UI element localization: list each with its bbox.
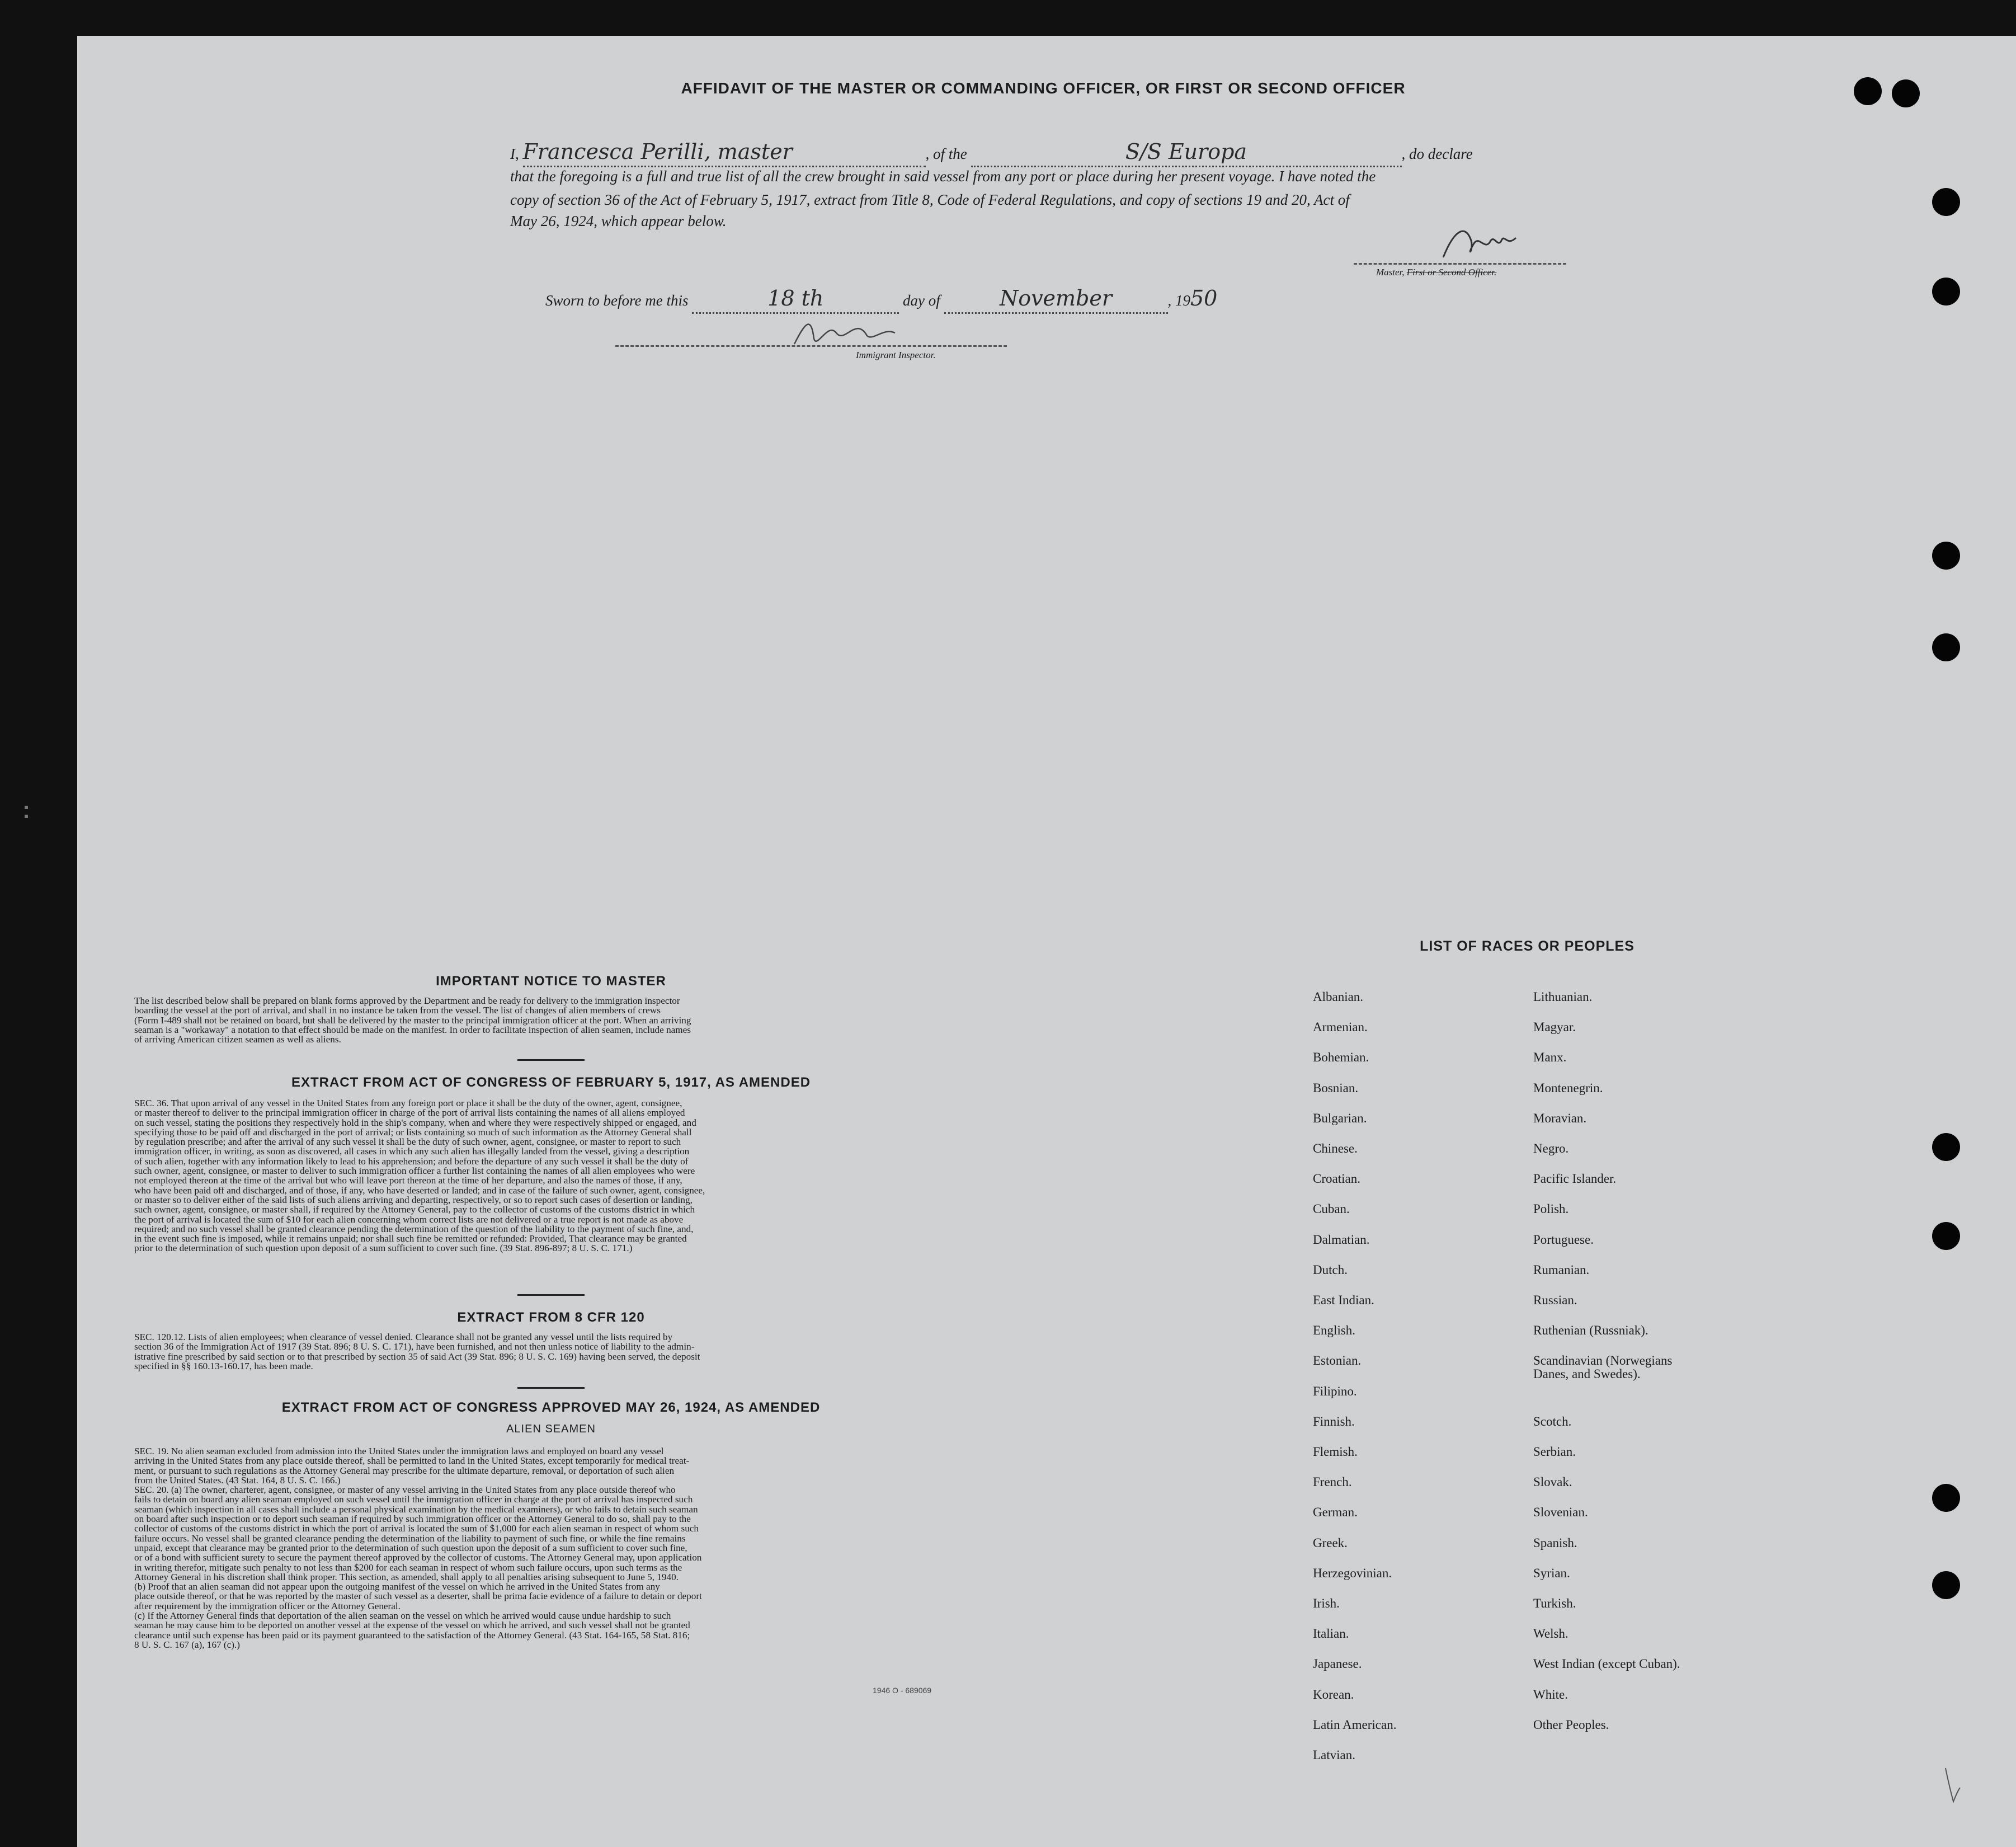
scan-mark <box>25 806 28 809</box>
race-item: Pacific Islander. <box>1533 1172 1617 1186</box>
punch-hole <box>1932 188 1960 216</box>
master-signature-line <box>1354 263 1566 265</box>
race-item: Turkish. <box>1533 1596 1576 1610</box>
inspector-signature <box>783 311 917 355</box>
race-item: Other Peoples. <box>1533 1717 1609 1732</box>
race-item: Rumanian. <box>1533 1262 1590 1277</box>
punch-hole <box>1854 77 1882 105</box>
race-item: Slovak. <box>1533 1475 1572 1489</box>
punch-hole <box>1932 542 1960 570</box>
race-item: Bulgarian. <box>1313 1111 1367 1125</box>
inspector-caption: Immigrant Inspector. <box>856 350 936 360</box>
race-item: Cuban. <box>1313 1202 1350 1216</box>
race-item: Albanian. <box>1313 990 1364 1004</box>
master-signature <box>1432 218 1527 269</box>
sworn-label: Sworn to before me this <box>545 292 689 309</box>
race-item: German. <box>1313 1505 1358 1520</box>
month-value: November <box>999 286 1113 311</box>
declaration-line-4: May 26, 1924, which appear below. <box>510 213 727 229</box>
race-item: Armenian. <box>1313 1020 1368 1035</box>
races-title: LIST OF RACES OR PEOPLES <box>1420 938 1635 954</box>
of-the-label: , of the <box>925 145 967 162</box>
day-field <box>692 286 899 314</box>
margin-tick-mark <box>1941 1763 1963 1807</box>
race-item: Russian. <box>1533 1293 1577 1307</box>
divider <box>517 1387 585 1389</box>
punch-hole <box>1932 1484 1960 1512</box>
master-caption <box>1376 267 1496 278</box>
declaration-line-2: that the foregoing is a full and true list of all the crew brought in said vessel from any port or place during her present voyage. I have noted the <box>510 168 1376 185</box>
race-item: Manx. <box>1533 1050 1567 1065</box>
race-item: Syrian. <box>1533 1566 1570 1580</box>
race-item: Italian. <box>1313 1627 1349 1641</box>
race-item: Spanish. <box>1533 1535 1577 1550</box>
race-item: Finnish. <box>1313 1414 1355 1428</box>
race-item: Herzegovinian. <box>1313 1566 1392 1580</box>
scan-mark <box>25 815 28 818</box>
year-prefix: , 19 <box>1167 292 1190 309</box>
race-item: Dutch. <box>1313 1262 1348 1277</box>
race-item: Montenegrin. <box>1533 1080 1603 1095</box>
notice-text: The list described below shall be prepared on blank forms approved by the Department and be ready for delivery to the immigration inspector boarding the vessel at the port of arrival, and shall in no instance be taken from the vessel. The list of changes of alien members of crews (Form I-489 shall not be retained on board, but shall be delivered by the master to the principal immigration officer at the port. When an arriving seaman is a "workaway" a notation to that effect should be made on the manifest. In order to facilitate inspection of alien seamen, include names of arriving American citizen seamen as well as aliens. <box>134 995 691 1045</box>
extract-1924-text: SEC. 19. No alien seaman excluded from admission into the United States under the immigration laws and employed on board any vessel arriving in the United States from any place outside thereof, shall be permitted to land in the United States, except temporarily for medical treat- ment, or pursuant to such regulations as the Attorney General may prescribe for the ultimate departure, removal, or deportation of such alien from the United States. (43 Stat. 164, 8 U. S. C. 166.) SEC. 20. (a) The owner, charterer, agent, consignee, or master of any vessel arriving in the United States from any place outside thereof who fails to detain on board any alien seaman employed on such vessel until the immigration officer in charge at the port of arrival has inspected such seaman (which inspection in all cases shall include a personal physical examination by the medical examiners), or who fails to detain such seaman on board after such inspection or to deport such seaman if required by such immigration officer or the Attorney General to do so, shall pay to the collector of customs of the customs district in which the port of arrival is located the sum of $1,000 for each alien seaman in respect of whom such failure occurs. No vessel shall be granted clearance pending the determination of the liability to payment of such fine, or while the fine remains unpaid, except that clearance may be granted prior to the determination of such question upon the deposit of a sum sufficient to cover such fine, or of a bond with sufficient surety to secure the payment thereof approved by the collector of customs. The Attorney General may, upon application in writing therefor, mitigate such penalty to not less than $200 for each seaman in respect of whom such failure occurs, upon such terms as the Attorney General in his discretion shall think proper. This section, as amended, shall apply to all penalties arising subsequent to June 5, 1940. (b) Proof that an alien seaman did not appear upon the outgoing manifest of the vessel on which he arrived in the United States from any place outside thereof, or that he was reported by the master of such vessel as a deserter, shall be prima facie evidence of a failure to detain or deport after requirement by the immigration officer or the Attorney General. (c) If the Attorney General finds that deportation of the alien seaman on the vessel on which he arrived would cause undue hardship to such seaman he may cause him to be deported on another vessel at the expense of the vessel on which he arrived, and such vessel shall not be granted clearance until such expense has been paid or its payment guaranteed to the satisfaction of the Attorney General. (43 Stat. 164-165, 58 Stat. 816; 8 U. S. C. 167 (a), 167 (c).) <box>134 1446 702 1650</box>
race-item: Serbian. <box>1533 1445 1576 1459</box>
race-item: Negro. <box>1533 1141 1569 1155</box>
punch-hole <box>1932 1222 1960 1250</box>
day-of-label: day of <box>903 292 940 309</box>
race-item: Latvian. <box>1313 1748 1355 1762</box>
race-item: Korean. <box>1313 1687 1354 1702</box>
vessel-value: S/S Europa <box>1125 139 1247 164</box>
race-item: Japanese. <box>1313 1657 1362 1671</box>
divider <box>517 1294 585 1296</box>
extract-1917-text: SEC. 36. That upon arrival of any vessel in the United States from any foreign port or place it shall be the duty of the owner, agent, consignee, or master thereof to deliver to the principal immigration officer in charge of the port of arrival lists containing the names of all aliens employed on such vessel, stating the positions they respectively hold in the ship's company, when and where they were respectively shipped or engaged, and specifying those to be paid off and discharged in the port of arrival; or lists containing so much of such information as the Attorney General shall by regulation prescribe; and after the arrival of any such vessel it shall be the duty of such owner, agent, consignee, or master to report to such immigration officer, in writing, as soon as discovered, all cases in which any such alien has illegally landed from the vessel, giving a description of such alien, together with any information likely to lead to his apprehension; and before the departure of any such vessel it shall be the duty of such owner, agent, consignee, or master to deliver to such immigration officer a further list containing the names of all alien employees who were not employed thereon at the time of the arrival but who will leave port thereon at the time of her departure, and also the names of those, if any, who have been paid off and discharged, and of those, if any, who have deserted or landed; and in case of the failure of such owner, agent, consignee, or master so to deliver either of the said lists of such aliens arriving and departing, respectively, or so to report such cases of desertion or landing, such owner, agent, consignee, or master shall, if required by the Attorney General, pay to the collector of customs of the customs district in which the port of arrival is located the sum of $10 for each alien concerning whom correct lists are not delivered or a true report is not made as above required; and no such vessel shall be granted clearance pending the determination of the question of the liability to the payment of such fine, and, in the event such fine is imposed, while it remains unpaid; nor shall such fine be remitted or refunded: Provided, That clearance may be granted prior to the determination of such question upon deposit of a sum sufficient to cover such fine. (39 Stat. 896-897; 8 U. S. C. 171.) <box>134 1098 705 1254</box>
race-item: Scandinavian (Norwegians Danes, and Swedes). <box>1533 1353 1673 1381</box>
race-item: White. <box>1533 1687 1568 1702</box>
divider <box>517 1059 585 1061</box>
sworn-line <box>545 286 1217 314</box>
race-item: Irish. <box>1313 1596 1340 1610</box>
race-item: Estonian. <box>1313 1353 1362 1368</box>
race-item: English. <box>1313 1323 1356 1338</box>
notice-title: IMPORTANT NOTICE TO MASTER <box>436 974 666 989</box>
punch-hole <box>1932 633 1960 661</box>
struck-officer-label: First or Second Officer. <box>1406 267 1497 278</box>
race-item: Dalmatian. <box>1313 1232 1370 1247</box>
year-value: 50 <box>1190 286 1218 311</box>
declaration-line-3: copy of section 36 of the Act of February 5, 1917, extract from Title 8, Code of Federal Regulations, and copy of sections 19 and 20, Act of <box>510 191 1350 208</box>
race-item: Croatian. <box>1313 1172 1360 1186</box>
extract-1924-subtitle: ALIEN SEAMEN <box>506 1423 596 1435</box>
form-print-code: 1946 O - 689069 <box>873 1686 932 1695</box>
race-item: Slovenian. <box>1533 1505 1588 1520</box>
extract-1924-title: EXTRACT FROM ACT OF CONGRESS APPROVED MAY 26, 1924, AS AMENDED <box>281 1400 821 1415</box>
master-name-value: Francesca Perilli, master <box>522 139 793 164</box>
race-item: Welsh. <box>1533 1627 1568 1641</box>
race-item: West Indian (except Cuban). <box>1533 1657 1680 1671</box>
punch-hole <box>1932 1133 1960 1161</box>
affidavit-title: AFFIDAVIT OF THE MASTER OR COMMANDING OFFICER, OR FIRST OR SECOND OFFICER <box>681 79 1406 97</box>
punch-hole <box>1892 79 1920 107</box>
race-item: Polish. <box>1533 1202 1569 1216</box>
declaration-line-1 <box>510 140 1473 167</box>
race-item: Flemish. <box>1313 1445 1358 1459</box>
inspector-signature-line <box>615 345 1007 347</box>
do-declare-label: , do declare <box>1401 145 1473 162</box>
race-item: Lithuanian. <box>1533 990 1593 1004</box>
race-item: Chinese. <box>1313 1141 1358 1155</box>
race-item: Moravian. <box>1533 1111 1587 1125</box>
declaration-i: I, <box>510 145 519 162</box>
master-name-field <box>523 140 926 167</box>
race-item: Magyar. <box>1533 1020 1576 1035</box>
race-item: Bosnian. <box>1313 1080 1359 1095</box>
extract-8cfr-title: EXTRACT FROM 8 CFR 120 <box>457 1310 645 1325</box>
extract-8cfr-text: SEC. 120.12. Lists of alien employees; when clearance of vessel denied. Clearance shall not be granted any vessel until the lists required by section 36 of the Immigration Act of 1917 (39 Stat. 896; 8 U. S. C. 171), have been furnished, and not then unless notice of liability to the admin- istrative fine prescribed by said section or to that prescribed by section 35 of said Act (39 Stat. 896; 8 U. S. C. 169) having been served, the deposit specified in §§ 160.13-160.17, has been made. <box>134 1332 700 1371</box>
race-item: French. <box>1313 1475 1352 1489</box>
month-field <box>944 286 1168 314</box>
vessel-field <box>971 140 1402 167</box>
race-item: Greek. <box>1313 1535 1348 1550</box>
punch-hole <box>1932 1571 1960 1599</box>
master-caption-label: Master, <box>1376 267 1405 278</box>
race-item: Latin American. <box>1313 1717 1397 1732</box>
punch-hole <box>1932 278 1960 306</box>
day-value: 18 th <box>767 286 824 311</box>
race-item: Scotch. <box>1533 1414 1572 1428</box>
race-item: Bohemian. <box>1313 1050 1369 1065</box>
race-item: Ruthenian (Russniak). <box>1533 1323 1648 1338</box>
extract-1917-title: EXTRACT FROM ACT OF CONGRESS OF FEBRUARY 5, 1917, AS AMENDED <box>291 1075 811 1090</box>
race-item: Portuguese. <box>1533 1232 1594 1247</box>
race-item: East Indian. <box>1313 1293 1374 1307</box>
race-item: Filipino. <box>1313 1384 1357 1398</box>
